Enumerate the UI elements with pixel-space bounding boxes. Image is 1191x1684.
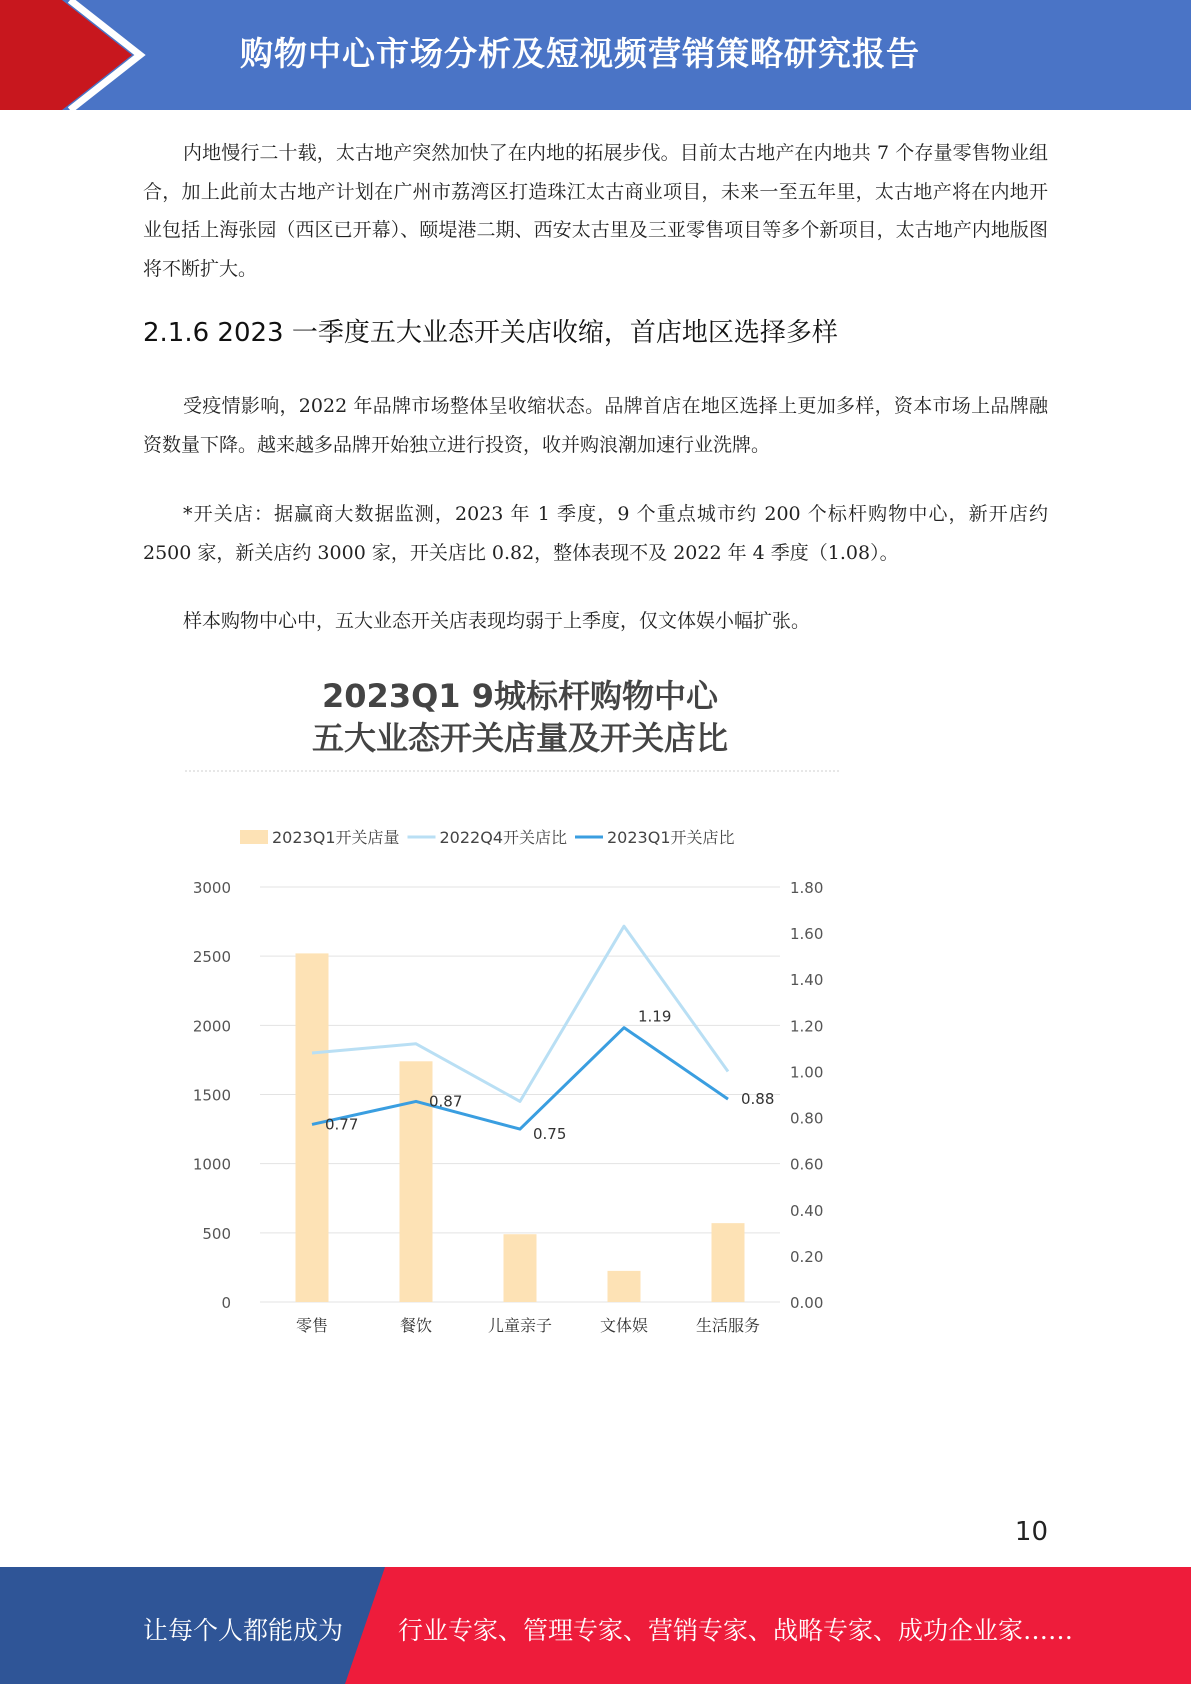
right-axis-tick-label: 0.20 [790,1247,824,1266]
right-axis-tick-label: 1.40 [790,971,824,990]
paragraph-1: 内地慢行二十载，太古地产突然加快了在内地的拓展步伐。目前太古地产在内地共 7 个存量零售物业组合，加上此前太古地产计划在广州市荔湾区打造珠江太古商业项目，未来一至五年里，太古地产将在内地开业包括上海张园（西区已开幕）、颐堤港二期、西安太古里及三亚零售项目等多个新项目，太古地产内地版图将不断扩大。 [143,142,1048,280]
left-axis-tick-label: 500 [202,1224,231,1243]
right-axis-tick-label: 0.60 [790,1155,824,1174]
bar [296,953,329,1302]
chart-canvas [180,655,860,1345]
chart-title-line-1: 2023Q1 9城标杆购物中心 [322,677,718,715]
category-label: 零售 [295,1316,329,1335]
right-axis-tick-label: 1.20 [790,1017,824,1036]
legend-label: 2022Q4开关店比 [439,828,567,847]
chart [180,655,860,1345]
right-axis-tick-label: 1.80 [790,879,824,897]
section-heading: 2.1.6 2023 一季度五大业态开关店收缩，首店地区选择多样 [143,318,838,348]
data-label: 1.19 [638,1007,672,1026]
page-number: 10 [1014,1517,1048,1547]
data-label: 0.75 [533,1125,567,1144]
category-label: 儿童亲子 [487,1316,553,1335]
left-axis-tick-label: 1000 [192,1155,231,1174]
footer-slogan-left: 让每个人都能成为 [143,1616,344,1645]
bar [608,1271,641,1302]
footer-slogan-right: 行业专家、管理专家、营销专家、战略专家、成功企业家…… [398,1616,1074,1645]
bar [400,1061,433,1302]
category-label: 文体娱 [599,1316,649,1335]
data-label: 0.77 [325,1115,359,1134]
right-axis-tick-label: 0.80 [790,1109,824,1128]
header-title: 购物中心市场分析及短视频营销策略研究报告 [240,34,920,73]
data-label: 0.88 [741,1090,775,1109]
left-axis-tick-label: 1500 [192,1086,231,1105]
bar [712,1223,745,1302]
right-axis-tick-label: 0.00 [790,1294,824,1312]
paragraph-2: 受疫情影响，2022 年品牌市场整体呈收缩状态。品牌首店在地区选择上更加多样，资本市场上品牌融资数量下降。越来越多品牌开始独立进行投资，收并购浪潮加速行业洗牌。 [143,395,1048,456]
right-axis-tick-label: 1.00 [790,1063,824,1082]
right-axis-tick-label: 0.40 [790,1201,824,1220]
right-axis-tick-label: 1.60 [790,925,824,944]
left-axis-tick-label: 0 [221,1294,231,1312]
page-header [0,0,1191,110]
data-label: 0.87 [429,1092,463,1111]
left-axis-tick-label: 3000 [192,879,231,897]
chart-title-line-2: 五大业态开关店量及开关店比 [311,719,728,757]
left-axis-tick-label: 2000 [192,1017,231,1036]
bar [504,1234,537,1302]
series-line [312,1028,728,1129]
header-red-arrow [0,0,160,110]
paragraph-4: 样本购物中心中，五大业态开关店表现均弱于上季度，仅文体娱小幅扩张。 [183,610,811,632]
legend-label: 2023Q1开关店量 [272,828,400,847]
left-axis-tick-label: 2500 [192,948,231,967]
legend-swatch [240,830,268,844]
category-label: 生活服务 [695,1316,761,1335]
paragraph-3: *开关店：据赢商大数据监测，2023 年 1 季度，9 个重点城市约 200 个标杆购物中心，新开店约 2500 家，新关店约 3000 家，开关店比 0.82，整体表现不及 2022 年 4 季度（1.08）。 [143,503,1048,564]
category-label: 餐饮 [399,1316,433,1335]
legend-label: 2023Q1开关店比 [607,828,735,847]
